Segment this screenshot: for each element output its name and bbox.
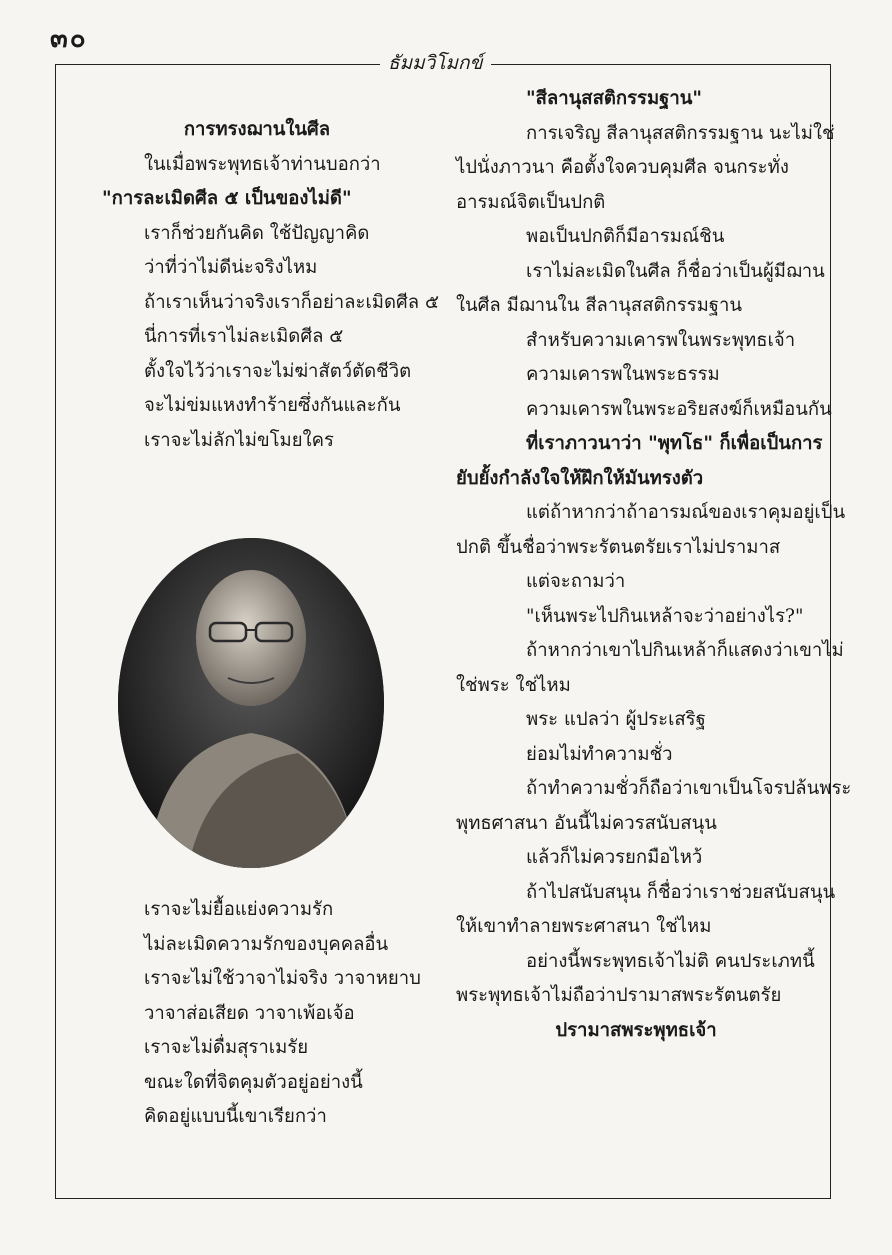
running-header: ธัมมวิโมกข์ [380, 48, 491, 78]
text-line: เราจะไม่ยื้อแย่งความรัก [144, 899, 334, 920]
text-line: ความเคารพในพระธรรม [526, 364, 720, 385]
text-line: "เห็นพระไปกินเหล้าจะว่าอย่างไร?" [526, 605, 804, 627]
text-line: "สีลานุสสติกรรมฐาน" [526, 88, 703, 109]
text-line: สำหรับความเคารพในพระพุทธเจ้า [526, 329, 796, 351]
text-line: ถ้าทำความชั่วก็ถือว่าเขาเป็นโจรปล้นพระ [526, 778, 852, 799]
text-line: พระพุทธเจ้าไม่ถือว่าปรามาสพระรัตนตรัย [456, 985, 782, 1006]
text-line: แต่ถ้าหากว่าถ้าอารมณ์ของเราคุมอยู่เป็น [526, 502, 846, 523]
text-line: ที่เราภาวนาว่า "พุทโธ" ก็เพื่อเป็นการ [526, 433, 823, 454]
text-line: เราก็ช่วยกันคิด ใช้ปัญญาคิด [144, 222, 370, 244]
text-line: อย่างนี้พระพุทธเจ้าไม่ติ คนประเภทนี้ [526, 950, 815, 972]
text-line: ถ้าหากว่าเขาไปกินเหล้าก็แสดงว่าเขาไม่ [526, 640, 844, 661]
monk-portrait [118, 538, 384, 868]
text-line: ไม่ละเมิดความรักของบุคคลอื่น [144, 933, 389, 955]
text-line: ให้เขาทำลายพระศาสนา ใช่ไหม [456, 916, 712, 937]
text-line: อารมณ์จิตเป็นปกติ [456, 191, 606, 213]
text-line: วาจาส่อเสียด วาจาเพ้อเจ้อ [144, 1002, 355, 1024]
text-line: ปรามาสพระพุทธเจ้า [555, 1019, 717, 1041]
text-line: พอเป็นปกติก็มีอารมณ์ชิน [526, 226, 725, 247]
text-line: คิดอยู่แบบนี้เขาเรียกว่า [144, 1106, 327, 1127]
text-line: ไปนั่งภาวนา คือตั้งใจควบคุมศีล จนกระทั่ง [456, 157, 789, 178]
text-line: ในเมื่อพระพุทธเจ้าท่านบอกว่า [144, 153, 381, 175]
text-line: พุทธศาสนา อันนี้ไม่ควรสนับสนุน [456, 812, 717, 834]
text-line: ในศีล มีฌานใน สีลานุสสติกรรมฐาน [456, 295, 743, 316]
text-line: แต่จะถามว่า [526, 571, 626, 592]
text-line: ว่าที่ว่าไม่ดีน่ะจริงไหม [144, 257, 318, 278]
text-line: เราจะไม่ลักไม่ขโมยใคร [144, 429, 334, 451]
text-line: เราจะไม่ใช้วาจาไม่จริง วาจาหยาบ [144, 968, 421, 989]
text-line: ปกติ ขึ้นชื่อว่าพระรัตนตรัยเราไม่ปรามาส [456, 536, 781, 558]
text-line: จะไม่ข่มแหงทำร้ายซึ่งกันและกัน [144, 395, 401, 416]
text-line: ถ้าไปสนับสนุน ก็ชื่อว่าเราช่วยสนับสนุน [526, 881, 836, 903]
text-line: ย่อมไม่ทำความชั่ว [526, 743, 673, 765]
text-line: การเจริญ สีลานุสสติกรรมฐาน นะไม่ใช่ [526, 122, 835, 144]
page-number: ๓๐ [50, 24, 88, 54]
text-line: ยับยั้งกำลังใจให้ฝึกให้มันทรงตัว [456, 467, 704, 489]
text-line: ขณะใดที่จิตคุมตัวอยู่อย่างนี้ [144, 1071, 363, 1093]
text-line: เราไม่ละเมิดในศีล ก็ชื่อว่าเป็นผู้มีฌาน [526, 260, 825, 282]
left-column-top [72, 113, 442, 458]
text-line: "การละเมิดศีล ๕ เป็นของไม่ดี" [102, 188, 352, 209]
text-line: ถ้าเราเห็นว่าจริงเราก็อย่าละเมิดศีล ๕ [144, 291, 439, 313]
text-line: ใช่พระ ใช่ไหม [456, 674, 571, 696]
left-column-bottom [72, 893, 442, 1135]
text-line: ตั้งใจไว้ว่าเราจะไม่ฆ่าสัตว์ตัดชีวิต [144, 360, 412, 382]
text-line: แล้วก็ไม่ควรยกมือไหว้ [526, 847, 703, 868]
text-line: พระ แปลว่า ผู้ประเสริฐ [526, 709, 706, 730]
text-line: ความเคารพในพระอริยสงฆ์ก็เหมือนกัน [526, 398, 832, 420]
text-line: การทรงฌานในศีล [183, 119, 331, 140]
text-line: นี่การที่เราไม่ละเมิดศีล ๕ [144, 326, 344, 347]
right-column [456, 82, 852, 1048]
text-line: เราจะไม่ดื่มสุราเมรัย [144, 1037, 309, 1058]
